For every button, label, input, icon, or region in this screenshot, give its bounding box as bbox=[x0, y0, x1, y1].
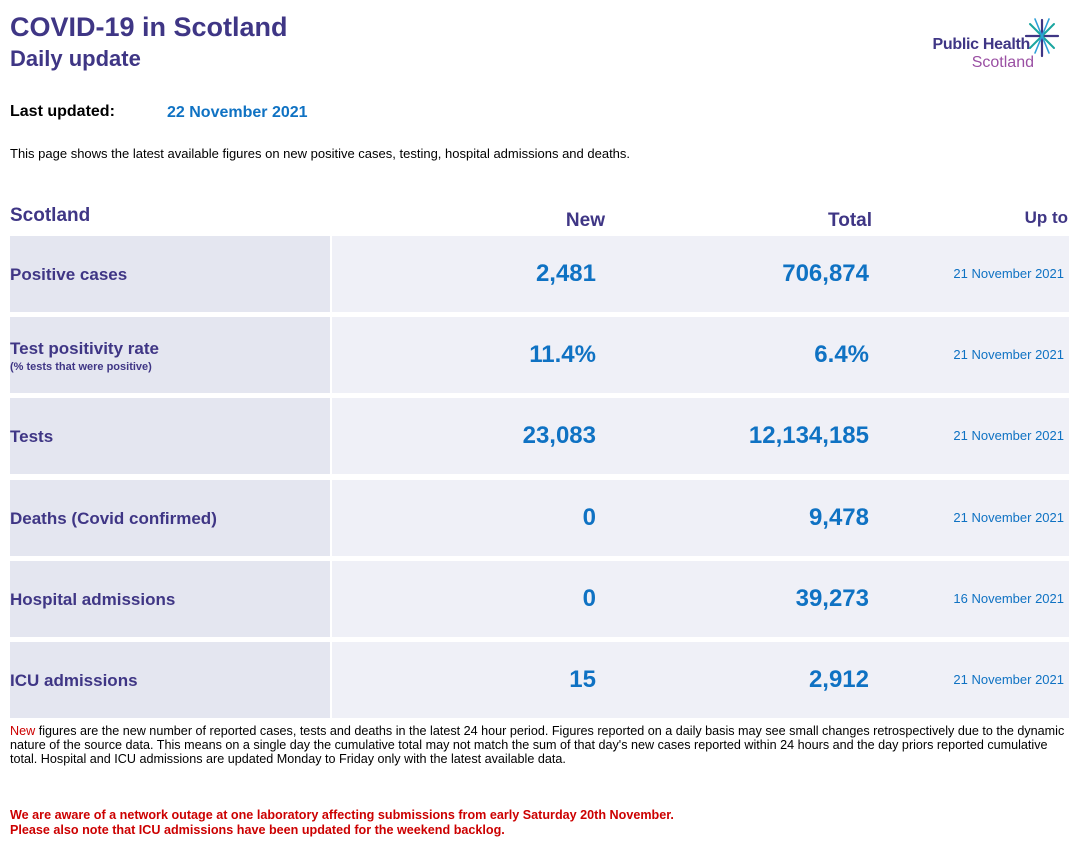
row-total-value: 12,134,185 bbox=[748, 422, 869, 449]
table-header-upto: Up to bbox=[1024, 208, 1068, 227]
logo-text-line1: Public Health bbox=[932, 36, 1030, 53]
alert-line-2: Please also note that ICU admissions have been updated for the weekend backlog. bbox=[10, 823, 505, 837]
row-new-value: 11.4% bbox=[529, 341, 596, 368]
row-new-value: 15 bbox=[569, 666, 596, 693]
row-label-cell bbox=[10, 317, 330, 393]
alert-line-1: We are aware of a network outage at one laboratory affecting submissions from early Saturday 20th November. bbox=[10, 808, 674, 822]
row-label: Hospital admissions bbox=[10, 590, 176, 609]
row-new-value: 2,481 bbox=[535, 260, 596, 287]
row-label-cell bbox=[10, 561, 330, 637]
footnote bbox=[10, 724, 1065, 766]
row-upto-date: 16 November 2021 bbox=[953, 591, 1064, 606]
table-row bbox=[10, 236, 1069, 312]
row-new-value: 23,083 bbox=[522, 422, 596, 449]
last-updated-label: Last updated: bbox=[10, 103, 115, 120]
page-title: COVID-19 in Scotland bbox=[10, 12, 288, 42]
last-updated-value: 22 November 2021 bbox=[167, 104, 308, 121]
row-new-value: 0 bbox=[582, 504, 596, 531]
row-label-cell bbox=[10, 398, 330, 474]
row-label: Test positivity rate bbox=[10, 339, 159, 358]
row-upto-date: 21 November 2021 bbox=[953, 428, 1064, 443]
table-row bbox=[10, 561, 1069, 637]
table-row bbox=[10, 317, 1069, 393]
page-subtitle: Daily update bbox=[10, 46, 141, 71]
table-row bbox=[10, 480, 1069, 556]
row-upto-date: 21 November 2021 bbox=[953, 347, 1064, 362]
row-label-cell bbox=[10, 642, 330, 718]
logo-text-line2: Scotland bbox=[971, 54, 1034, 71]
table-header-region: Scotland bbox=[10, 205, 91, 226]
row-total-value: 39,273 bbox=[795, 585, 869, 612]
table-header-new: New bbox=[565, 210, 605, 231]
footnote-highlight: New bbox=[10, 724, 36, 738]
row-label: Tests bbox=[10, 427, 54, 446]
alert-notice bbox=[10, 808, 674, 838]
row-upto-date: 21 November 2021 bbox=[953, 510, 1064, 525]
table-row bbox=[10, 642, 1069, 718]
row-total-value: 9,478 bbox=[808, 504, 869, 531]
row-label: Deaths (Covid confirmed) bbox=[10, 509, 217, 528]
row-label-cell bbox=[10, 480, 330, 556]
intro-text: This page shows the latest available figures on new positive cases, testing, hospital admissions and deaths. bbox=[10, 146, 631, 161]
row-total-value: 2,912 bbox=[808, 666, 869, 693]
table-row bbox=[10, 398, 1069, 474]
row-total-value: 706,874 bbox=[782, 260, 869, 287]
row-label: ICU admissions bbox=[10, 671, 138, 690]
row-label: Positive cases bbox=[10, 265, 128, 284]
row-sublabel: (% tests that were positive) bbox=[10, 361, 152, 373]
phs-logo bbox=[914, 16, 1044, 76]
table-header-total: Total bbox=[828, 210, 872, 231]
row-new-value: 0 bbox=[582, 585, 596, 612]
star-burst-icon bbox=[1022, 16, 1062, 60]
footnote-text: figures are the new number of reported cases, tests and deaths in the latest 24 hour period. Figures reported on a daily basis may see small changes retrospectively due to the dynamic nature of the source data. This means on a single day the cumulative total may not match the sum of that day's new cases reported within 24 hours and the day priors reported cumulative total. Hospital and ICU admissions are updated Monday to Friday only with the latest available data. bbox=[10, 724, 1065, 766]
row-upto-date: 21 November 2021 bbox=[953, 266, 1064, 281]
row-label-cell bbox=[10, 236, 330, 312]
row-upto-date: 21 November 2021 bbox=[953, 672, 1064, 687]
row-total-value: 6.4% bbox=[814, 341, 869, 368]
